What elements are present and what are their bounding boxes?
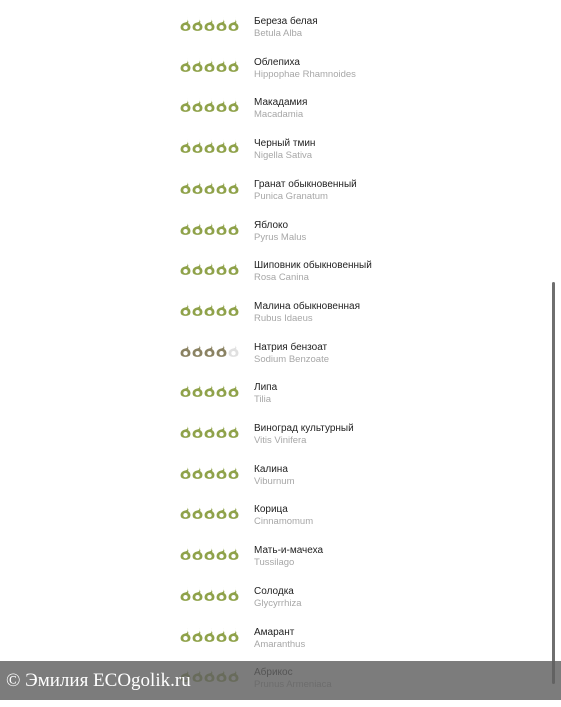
safety-rating [180, 179, 239, 199]
ingredient-row [0, 382, 561, 422]
leaf-filled-icon [192, 138, 203, 154]
leaf-filled-icon [180, 382, 191, 398]
leaf-filled-icon [204, 586, 215, 602]
leaf-filled-icon [192, 301, 203, 317]
safety-rating [180, 627, 239, 647]
leaf-filled-icon [204, 57, 215, 73]
safety-rating [180, 57, 239, 77]
leaf-filled-icon [216, 260, 227, 276]
ingredient-latin-name: Tussilago [254, 557, 295, 569]
leaf-filled-icon [228, 16, 239, 32]
ingredient-row [0, 586, 561, 626]
leaf-filled-icon [216, 423, 227, 439]
ingredient-row [0, 301, 561, 341]
leaf-filled-icon [216, 464, 227, 480]
ingredient-names [254, 57, 356, 80]
ingredient-names [254, 382, 277, 405]
leaf-filled-icon [204, 464, 215, 480]
leaf-filled-icon [192, 627, 203, 643]
ingredient-names [254, 220, 306, 243]
leaf-filled-icon [180, 464, 191, 480]
leaf-filled-icon [180, 545, 191, 561]
watermark-text: © Эмилия ECOgolik.ru [6, 670, 191, 691]
leaf-filled-icon [180, 504, 191, 520]
leaf-filled-icon [216, 342, 227, 358]
leaf-filled-icon [204, 382, 215, 398]
ingredient-row [0, 16, 561, 56]
ingredient-names [254, 179, 357, 202]
leaf-filled-icon [180, 423, 191, 439]
leaf-filled-icon [228, 382, 239, 398]
ingredient-latin-name: Sodium Benzoate [254, 353, 329, 365]
ingredient-names [254, 97, 307, 120]
ingredient-names [254, 545, 323, 568]
ingredient-name[interactable]: Шиповник обыкновенный [254, 260, 372, 272]
ingredient-row [0, 464, 561, 504]
leaf-filled-icon [192, 16, 203, 32]
ingredient-names [254, 627, 305, 650]
ingredient-latin-name: Glycyrrhiza [254, 597, 302, 609]
leaf-filled-icon [180, 220, 191, 236]
safety-rating [180, 220, 239, 240]
leaf-filled-icon [192, 179, 203, 195]
leaf-filled-icon [216, 586, 227, 602]
ingredient-row [0, 138, 561, 178]
leaf-filled-icon [204, 260, 215, 276]
ingredient-row [0, 260, 561, 300]
leaf-filled-icon [216, 220, 227, 236]
leaf-filled-icon [204, 504, 215, 520]
ingredient-name[interactable]: Амарант [254, 626, 295, 638]
leaf-filled-icon [204, 423, 215, 439]
ingredient-latin-name: Amaranthus [254, 638, 306, 650]
leaf-filled-icon [180, 138, 191, 154]
leaf-filled-icon [204, 97, 215, 113]
leaf-filled-icon [216, 16, 227, 32]
ingredient-name[interactable]: Яблоко [254, 219, 289, 231]
leaf-filled-icon [228, 138, 239, 154]
leaf-filled-icon [228, 464, 239, 480]
safety-rating [180, 138, 239, 158]
safety-rating [180, 423, 239, 443]
leaf-filled-icon [228, 545, 239, 561]
leaf-filled-icon [180, 260, 191, 276]
leaf-filled-icon [216, 627, 227, 643]
ingredient-row [0, 57, 561, 97]
leaf-filled-icon [228, 301, 239, 317]
leaf-filled-icon [180, 301, 191, 317]
ingredient-name[interactable]: Макадамия [254, 97, 308, 109]
ingredient-name[interactable]: Виноград культурный [254, 423, 354, 434]
leaf-filled-icon [180, 342, 191, 358]
ingredient-latin-name: Tilia [254, 394, 272, 406]
leaf-filled-icon [192, 423, 203, 439]
ingredient-row [0, 97, 561, 137]
leaf-filled-icon [204, 138, 215, 154]
leaf-filled-icon [204, 627, 215, 643]
leaf-filled-icon [192, 57, 203, 73]
ingredient-name[interactable]: Черный тмин [254, 138, 316, 150]
ingredient-names [254, 423, 354, 446]
leaf-filled-icon [192, 464, 203, 480]
ingredient-row [0, 220, 561, 260]
leaf-filled-icon [228, 57, 239, 73]
safety-rating [180, 382, 239, 402]
ingredient-latin-name: Betula Alba [254, 28, 303, 39]
ingredient-names [254, 504, 313, 527]
leaf-filled-icon [192, 504, 203, 520]
ingredient-name[interactable]: Солодка [254, 585, 294, 597]
ingredient-latin-name: Pyrus Malus [254, 231, 307, 243]
leaf-filled-icon [180, 16, 191, 32]
ingredient-latin-name: Rosa Canina [254, 272, 309, 284]
leaf-filled-icon [216, 97, 227, 113]
safety-rating [180, 504, 239, 524]
ingredient-latin-name: Rubus Idaeus [254, 312, 313, 324]
safety-rating [180, 16, 239, 36]
ingredient-name[interactable]: Корица [254, 504, 288, 516]
ingredient-names [254, 301, 360, 324]
ingredient-name[interactable]: Калина [254, 463, 288, 475]
ingredient-names [254, 586, 302, 609]
ingredient-row [0, 423, 561, 463]
ingredient-names [254, 138, 315, 161]
leaf-filled-icon [180, 586, 191, 602]
safety-rating [180, 97, 239, 117]
leaf-filled-icon [204, 179, 215, 195]
leaf-filled-icon [216, 57, 227, 73]
leaf-filled-icon [228, 220, 239, 236]
safety-rating [180, 342, 239, 362]
leaf-filled-icon [228, 627, 239, 643]
ingredient-name[interactable]: Гранат обыкновенный [254, 178, 357, 190]
leaf-filled-icon [216, 138, 227, 154]
ingredient-row [0, 504, 561, 544]
leaf-filled-icon [204, 545, 215, 561]
leaf-filled-icon [204, 342, 215, 358]
ingredient-names [254, 342, 329, 365]
leaf-filled-icon [216, 504, 227, 520]
leaf-filled-icon [192, 382, 203, 398]
ingredient-name[interactable]: Натрия бензоат [254, 341, 328, 353]
ingredient-row [0, 342, 561, 382]
leaf-filled-icon [192, 97, 203, 113]
ingredient-name[interactable]: Малина обыкновенная [254, 300, 361, 312]
safety-rating [180, 301, 239, 321]
leaf-filled-icon [180, 97, 191, 113]
ingredient-names [254, 260, 372, 283]
leaf-filled-icon [204, 220, 215, 236]
ingredient-name[interactable]: Береза белая [254, 16, 318, 27]
ingredient-latin-name: Hippophae Rhamnoides [254, 68, 356, 80]
ingredient-name[interactable]: Мать-и-мачеха [254, 545, 324, 557]
ingredient-latin-name: Punica Granatum [254, 190, 328, 202]
leaf-filled-icon [180, 57, 191, 73]
leaf-filled-icon [228, 504, 239, 520]
ingredient-name[interactable]: Липа [254, 382, 278, 394]
scrollbar[interactable] [552, 282, 555, 684]
leaf-filled-icon [228, 97, 239, 113]
leaf-filled-icon [192, 220, 203, 236]
ingredient-row [0, 179, 561, 219]
leaf-filled-icon [192, 586, 203, 602]
ingredient-row [0, 545, 561, 585]
ingredient-name[interactable]: Облепиха [254, 56, 300, 68]
ingredient-latin-name: Viburnum [254, 475, 295, 487]
leaf-filled-icon [180, 627, 191, 643]
safety-rating [180, 464, 239, 484]
leaf-filled-icon [204, 301, 215, 317]
ingredient-latin-name: Cinnamomum [254, 516, 314, 528]
leaf-filled-icon [228, 586, 239, 602]
leaf-filled-icon [216, 382, 227, 398]
leaf-filled-icon [228, 423, 239, 439]
leaf-filled-icon [216, 179, 227, 195]
ingredient-names [254, 464, 295, 487]
leaf-filled-icon [180, 179, 191, 195]
leaf-filled-icon [228, 179, 239, 195]
leaf-filled-icon [192, 260, 203, 276]
ingredient-latin-name: Macadamia [254, 109, 304, 121]
ingredient-names [254, 16, 318, 39]
leaf-empty-icon [228, 342, 239, 358]
leaf-filled-icon [228, 260, 239, 276]
ingredient-latin-name: Nigella Sativa [254, 150, 313, 162]
leaf-filled-icon [192, 545, 203, 561]
leaf-filled-icon [216, 545, 227, 561]
watermark-bar [0, 661, 561, 700]
safety-rating [180, 586, 239, 606]
ingredient-latin-name: Vitis Vinifera [254, 435, 307, 446]
safety-rating [180, 260, 239, 280]
leaf-filled-icon [204, 16, 215, 32]
leaf-filled-icon [216, 301, 227, 317]
safety-rating [180, 545, 239, 565]
leaf-filled-icon [192, 342, 203, 358]
